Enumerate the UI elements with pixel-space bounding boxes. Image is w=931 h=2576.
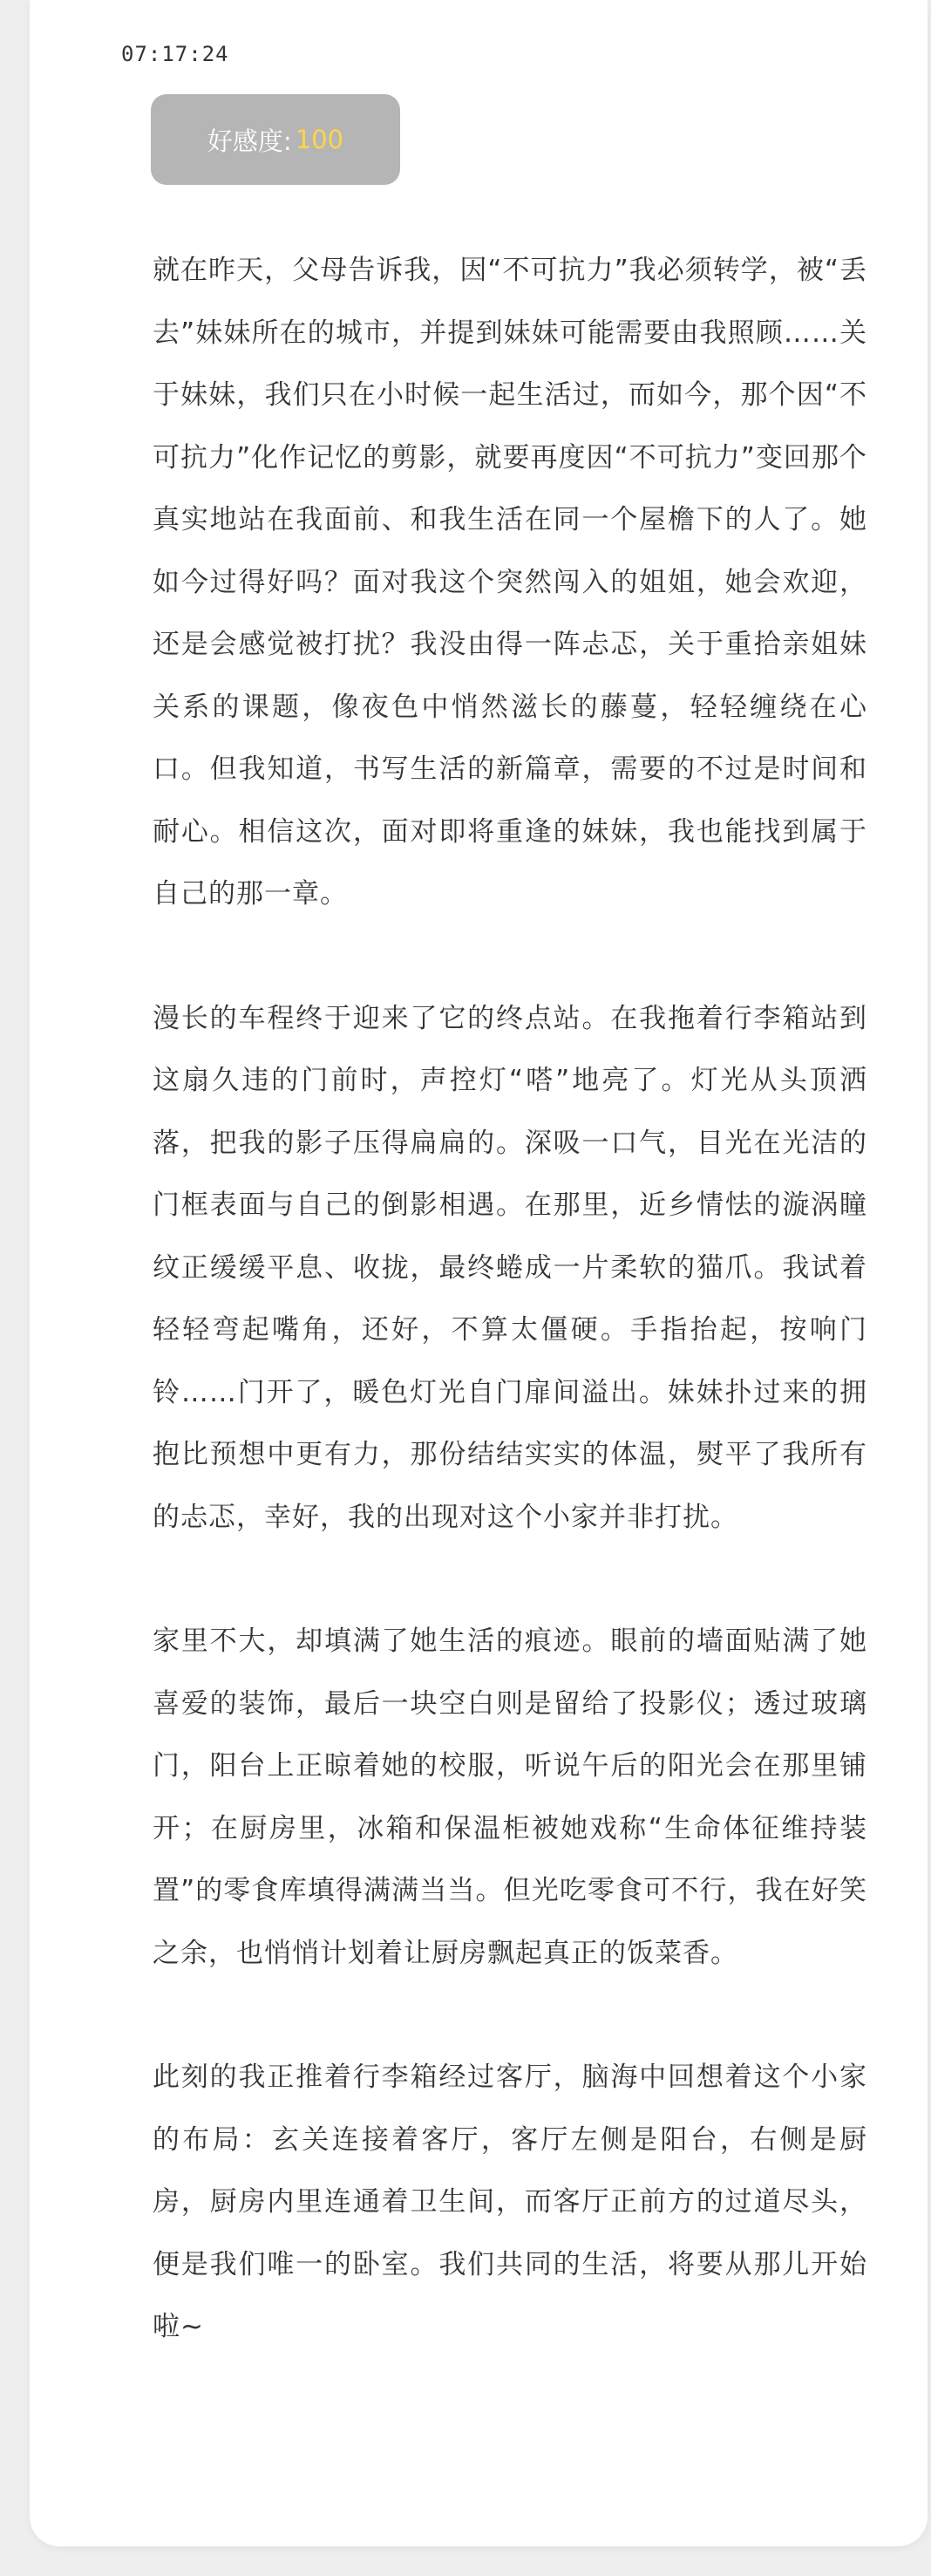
- clock-time: 07:17:24: [121, 42, 229, 66]
- story-page: [30, 0, 928, 2546]
- story-paragraph-1: 就在昨天，父母告诉我，因“不可抗力”我必须转学，被“丢去”妹妹所在的城市，并提到妹妹可能需要由我照顾……关于妹妹，我们只在小时候一起生活过，而如今，那个因“不可抗力”化作记忆的剪影，就要再度因“不可抗力”变回那个真实地站在我面前、和我生活在同一个屋檐下的人了。她如今过得好吗？面对我这个突然闯入的姐姐，她会欢迎，还是会感觉被打扰？我没由得一阵忐忑，关于重拾亲姐妹关系的课题，像夜色中悄然滋长的藤蔓，轻轻缠绕在心口。但我知道，书写生活的新篇章，需要的不过是时间和耐心。相信这次，面对即将重逢的妹妹，我也能找到属于自己的那一章。: [153, 255, 867, 910]
- story-paragraph-3: 家里不大，却填满了她生活的痕迹。眼前的墙面贴满了她喜爱的装饰，最后一块空白则是留给了投影仪；透过玻璃门，阳台上正晾着她的校服，听说午后的阳光会在那里铺开；在厨房里，冰箱和保温柜被她戏称“生命体征维持装置”的零食库填得满满当当。但光吃零食可不行，我在好笑之余，也悄悄计划着让厨房飘起真正的饭菜香。: [153, 1625, 867, 1969]
- affection-value: 100: [295, 125, 344, 154]
- story-text: [153, 240, 867, 2421]
- affection-label: 好感度:: [207, 126, 292, 156]
- story-paragraph-4: 此刻的我正推着行李箱经过客厅，脑海中回想着这个小家的布局：玄关连接着客厅，客厅左侧是阳台，右侧是厨房，厨房内里连通着卫生间，而客厅正前方的过道尽头，便是我们唯一的卧室。我们共同的生活，将要从那儿开始啦~: [153, 2061, 867, 2342]
- affection-badge: [151, 94, 400, 185]
- story-paragraph-2: 漫长的车程终于迎来了它的终点站。在我拖着行李箱站到这扇久违的门前时，声控灯“嗒”地亮了。灯光从头顶洒落，把我的影子压得扁扁的。深吸一口气，目光在光洁的门框表面与自己的倒影相遇。在那里，近乡情怯的漩涡瞳纹正缓缓平息、收拢，最终蜷成一片柔软的猫爪。我试着轻轻弯起嘴角，还好，不算太僵硬。手指抬起，按响门铃……门开了，暖色灯光自门扉间溢出。妹妹扑过来的拥抱比预想中更有力，那份结结实实的体温，熨平了我所有的忐忑，幸好，我的出现对这个小家并非打扰。: [153, 1002, 867, 1533]
